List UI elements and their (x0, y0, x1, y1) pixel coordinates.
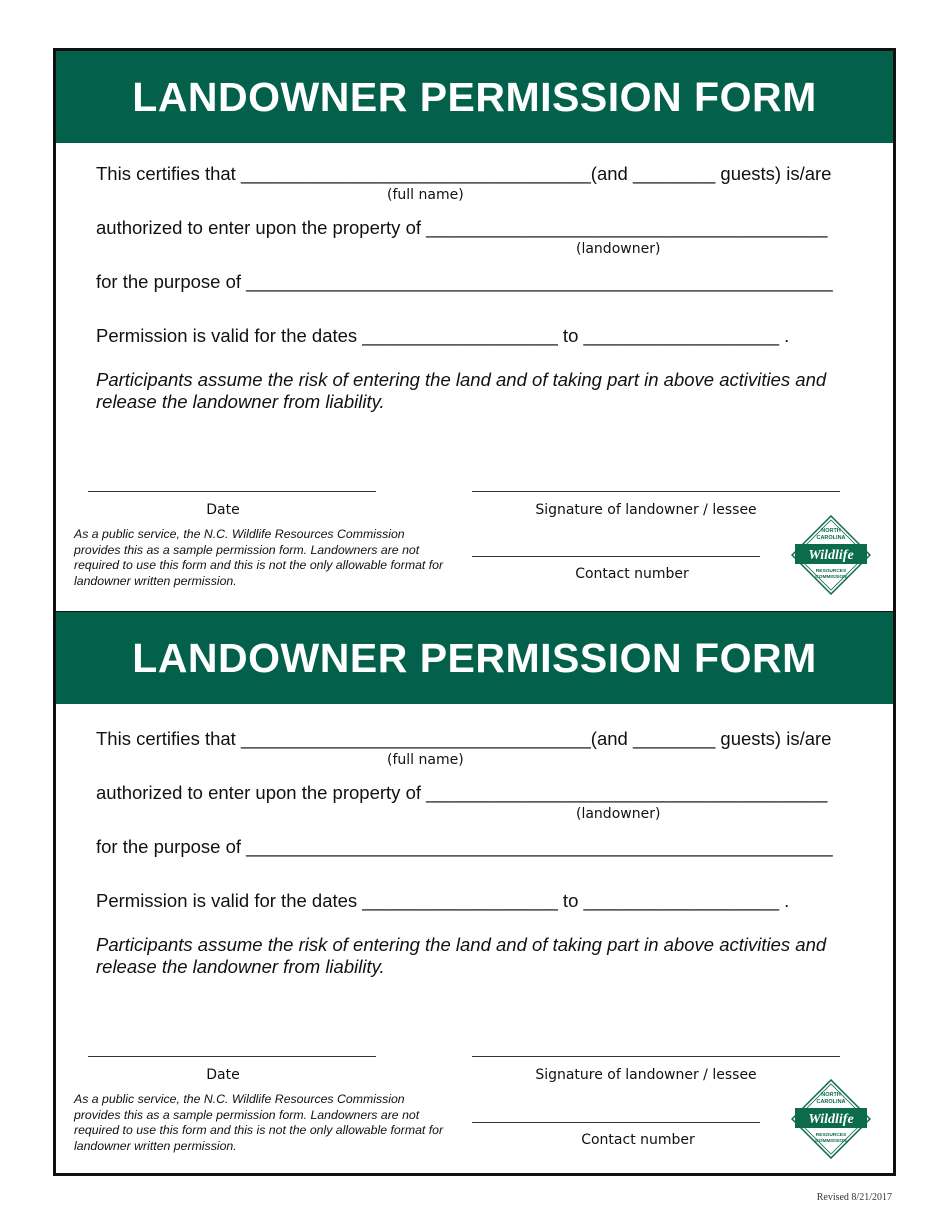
full-name-label: (full name) (387, 187, 464, 203)
disclaimer-text: As a public service, the N.C. Wildlife Resources Commission provides this as a sample permission form. Landowners are not required to use this form and this is not the only allowable format for landowner written permission. (74, 1092, 444, 1153)
revised-date: Revised 8/21/2017 (816, 1192, 892, 1203)
authorized-line: authorized to enter upon the property of _______________________________________ (96, 782, 828, 803)
signature-label: Signature of landowner / lessee (535, 502, 757, 518)
nc-wildlife-logo (791, 515, 871, 595)
landowner-label: (landowner) (576, 241, 661, 257)
form-title-banner (56, 612, 893, 704)
landowner-signature-line (472, 491, 840, 492)
contact-number-label: Contact number (581, 1132, 695, 1148)
dates-line: Permission is valid for the dates ___________________ to ___________________ . (96, 890, 790, 911)
authorized-line: authorized to enter upon the property of _______________________________________ (96, 217, 828, 238)
dates-line: Permission is valid for the dates ___________________ to ___________________ . (96, 325, 790, 346)
liability-statement: Participants assume the risk of entering the land and of taking part in above activities and release the landowner from liability. (96, 369, 827, 412)
form-title: LANDOWNER PERMISSION FORM (132, 73, 817, 120)
svg-text:CAROLINA: CAROLINA (816, 1099, 846, 1105)
certifies-line: This certifies that __________________________________(and ________ guests) is/are (96, 163, 832, 184)
date-signature-line (88, 491, 376, 492)
svg-text:Wildlife: Wildlife (808, 548, 854, 563)
date-label: Date (206, 502, 240, 518)
svg-text:NORTH: NORTH (821, 1092, 841, 1098)
purpose-line: for the purpose of _________________________________________________________ (96, 271, 833, 292)
svg-text:Wildlife: Wildlife (808, 1112, 854, 1127)
date-signature-line (88, 1056, 376, 1057)
svg-text:COMMISSION: COMMISSION (815, 575, 847, 580)
contact-number-label: Contact number (575, 566, 689, 582)
disclaimer-text: As a public service, the N.C. Wildlife Resources Commission provides this as a sample permission form. Landowners are not required to use this form and this is not the only allowable format for landowner written permission. (74, 527, 444, 588)
landowner-label: (landowner) (576, 806, 661, 822)
svg-text:NORTH: NORTH (821, 528, 841, 534)
liability-statement: Participants assume the risk of entering the land and of taking part in above activities and release the landowner from liability. (96, 934, 827, 977)
svg-text:COMMISSION: COMMISSION (815, 1139, 847, 1144)
date-label: Date (206, 1067, 240, 1083)
landowner-signature-line (472, 1056, 840, 1057)
form-title: LANDOWNER PERMISSION FORM (132, 634, 817, 681)
nc-wildlife-logo (791, 1079, 871, 1159)
svg-text:CAROLINA: CAROLINA (816, 535, 846, 541)
svg-text:RESOURCES: RESOURCES (815, 569, 847, 574)
permission-form-bottom (53, 612, 896, 1176)
svg-text:RESOURCES: RESOURCES (815, 1133, 847, 1138)
purpose-line: for the purpose of _________________________________________________________ (96, 836, 833, 857)
form-title-banner (56, 51, 893, 143)
contact-number-line (472, 556, 760, 557)
contact-number-line (472, 1122, 760, 1123)
certifies-line: This certifies that __________________________________(and ________ guests) is/are (96, 728, 832, 749)
permission-form-top (53, 48, 896, 614)
signature-label: Signature of landowner / lessee (535, 1067, 757, 1083)
full-name-label: (full name) (387, 752, 464, 768)
